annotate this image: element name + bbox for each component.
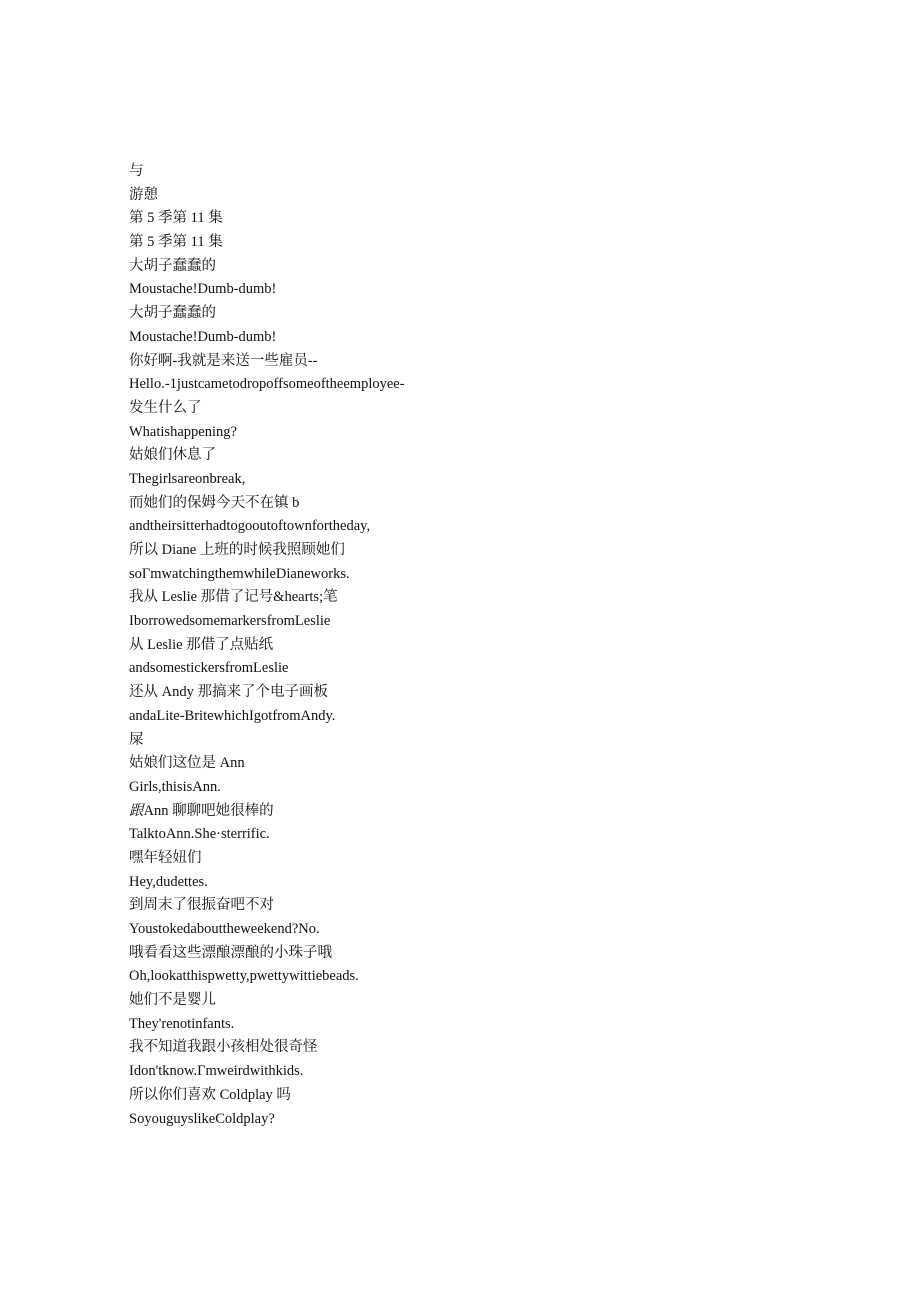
text-line: 所以你们喜欢 Coldplay 吗 — [129, 1086, 291, 1103]
text-line: Moustache!Dumb-dumb! — [129, 281, 277, 298]
text-line: 游憩 — [129, 186, 158, 203]
text-line: Idon'tknow.Γmweirdwithkids. — [129, 1063, 304, 1080]
text-line: They'renotinfants. — [129, 1015, 235, 1032]
text-line: 屎 — [129, 731, 144, 748]
text-line: Hey,dudettes. — [129, 873, 208, 890]
text-line: 你好啊-我就是来送一些雇员-- — [129, 352, 318, 369]
italic-prefix: 跟 — [129, 802, 144, 819]
text-line: 与 — [129, 163, 144, 179]
text-line-with-italic — [129, 800, 829, 824]
text-line: andtheirsitterhadtogooutoftownfortheday, — [129, 518, 371, 535]
text-line: Whatishappening? — [129, 423, 237, 440]
text-line: 所以 Diane 上班的时候我照顾她们 — [129, 542, 345, 558]
season-episode-line: 第 5 季第 11 集 — [129, 210, 223, 227]
text-line: andaLite-BritewhichIgotfromAndy. — [129, 707, 336, 724]
text-line: IborrowedsomemarkersfromLeslie — [129, 613, 331, 630]
text-line: Moustache!Dumb-dumb! — [129, 328, 277, 345]
text-line: 我从 Leslie 那借了记号&hearts;笔 — [129, 589, 338, 606]
text-line: Thegirlsareonbreak, — [129, 470, 246, 487]
text-line: 从 Leslie 那借了点贴纸 — [129, 636, 274, 653]
text-line: 还从 Andy 那搞来了个电子画板 — [129, 684, 328, 701]
text-line: 大胡子蠢蠢的 — [129, 257, 216, 274]
text-line: 我不知道我跟小孩相处很奇怪 — [129, 1039, 318, 1056]
text-line: 大胡子蠢蠢的 — [129, 305, 216, 322]
line-remainder: Ann 聊聊吧她很棒的 — [143, 802, 274, 819]
text-line: Girls,thisisAnn. — [129, 778, 221, 795]
text-line: Youstokedabouttheweekend?No. — [129, 921, 320, 937]
text-line: 姑娘们休息了 — [129, 447, 216, 464]
text-line: 发生什么了 — [129, 399, 202, 416]
text-line: andsomestickersfromLeslie — [129, 660, 289, 677]
text-line: 她们不是婴儿 — [129, 992, 216, 1009]
text-line: 到周末了很振奋吧不对 — [129, 897, 274, 914]
text-line: Hello.-1justcametodropoffsomeoftheemployee- — [129, 376, 405, 393]
text-line: 而她们的保姆今天不在镇 b — [129, 494, 300, 511]
text-line: TalktoAnn.She·sterrific. — [129, 826, 270, 843]
transcript-lines — [129, 160, 829, 1131]
text-line: 嘿年轻妞们 — [129, 849, 202, 866]
text-line: 哦看看这些漂酿漂酿的小珠子哦 — [129, 944, 332, 961]
season-episode-line: 第 5 季第 11 集 — [129, 234, 223, 251]
text-line: soΓmwatchingthemwhileDianeworks. — [129, 565, 350, 582]
text-line: Oh,lookatthispwetty,pwettywittiebeads. — [129, 968, 359, 985]
text-line: 姑娘们这位是 Ann — [129, 755, 245, 772]
text-line: SoyouguyslikeColdplay? — [129, 1110, 275, 1127]
